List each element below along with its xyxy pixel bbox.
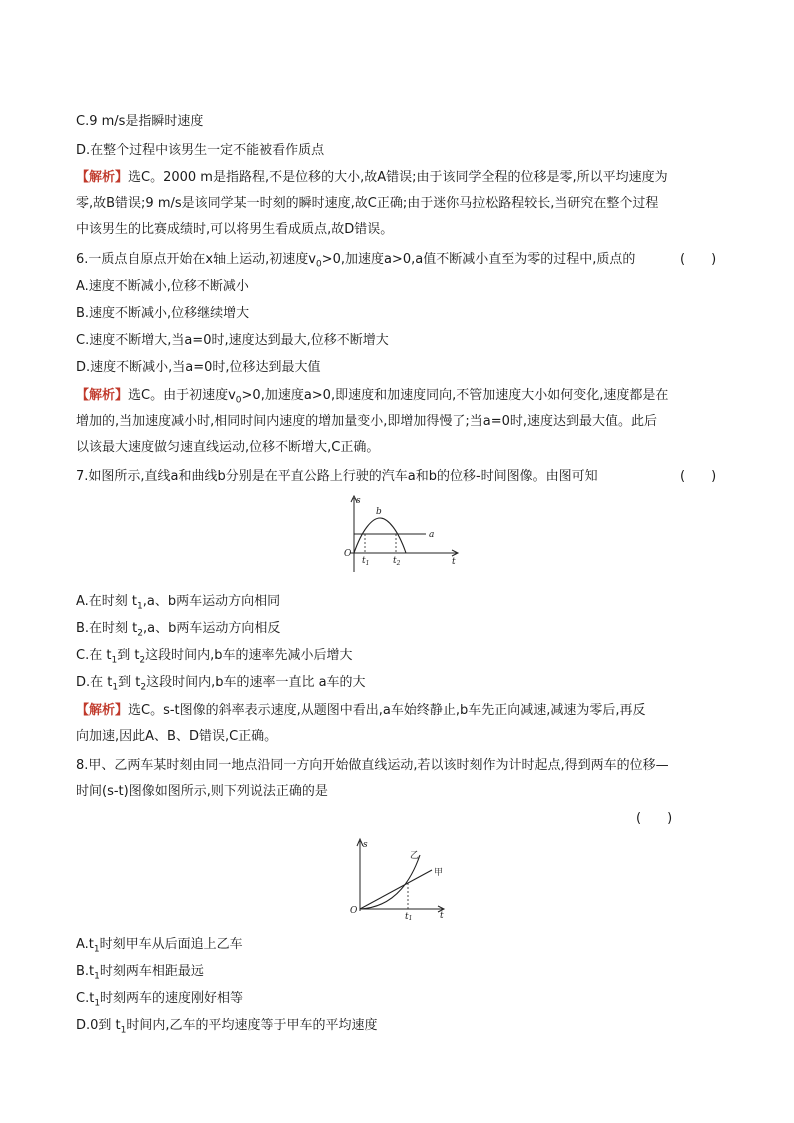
line-a-label: a	[429, 530, 435, 540]
q8-answer-paren: ( )	[636, 811, 673, 826]
q8-option-d	[76, 1016, 378, 1041]
q7-st-graph	[340, 492, 465, 577]
q5-analysis-line-3: 中该男生的比赛成绩时,可以将男生看成质点,故D错误。	[76, 222, 394, 237]
analysis-text: 选C。s-t图像的斜率表示速度,从题图中看出,a车始终静止,b车先正向减速,减速为零后,再反	[128, 703, 646, 718]
analysis-tag: 【解析】	[76, 170, 129, 185]
q6-stem-sub: 0	[315, 259, 322, 270]
q6-stem	[76, 250, 635, 275]
q6-analysis-line-2: 增加的,当加速度减小时,相同时间内速度的增加量变小,即增加得慢了;当a=0时,速度达到最大值。此后	[76, 414, 658, 429]
q7-option-d	[76, 673, 366, 698]
option-sub: 2	[140, 682, 147, 693]
option-text: 时间内,乙车的平均速度等于甲车的平均速度	[126, 1018, 378, 1033]
option-text: 到 t	[117, 648, 140, 663]
q7-answer-paren: ( )	[680, 469, 717, 484]
option-text: 时刻甲车从后面追上乙车	[99, 937, 243, 952]
option-text: A.t	[76, 937, 94, 952]
q6-option-d: D.速度不断减小,当a=0时,位移达到最大值	[76, 360, 321, 375]
origin-label: O	[344, 549, 352, 559]
option-text: 时刻两车的速度刚好相等	[100, 991, 244, 1006]
line-jia	[360, 870, 432, 909]
analysis-text: 选C。由于初速度v	[128, 388, 236, 403]
option-text: 这段时间内,b车的速率先减小后增大	[145, 648, 353, 663]
option-sub: 1	[94, 971, 100, 982]
option-text: ,a、b两车运动方向相同	[142, 594, 281, 609]
q6-answer-paren: ( )	[680, 252, 717, 267]
curve-b-label: b	[376, 507, 382, 517]
q5-option-c: C.9 m/s是指瞬时速度	[76, 114, 204, 129]
t1-label: t1	[405, 912, 413, 920]
x-axis-label: t	[440, 911, 444, 920]
q8-stem-line-2: 时间(s-t)图像如图所示,则下列说法正确的是	[76, 784, 328, 799]
analysis-text: 选C。2000 m是指路程,不是位移的大小,故A错误;由于该同学全程的位移是零,所以平均速度为	[128, 170, 668, 185]
option-text: 时刻两车相距最远	[99, 964, 204, 979]
q5-analysis-line-1	[76, 168, 668, 188]
origin-label: O	[350, 906, 358, 916]
y-axis-label: s	[363, 840, 368, 850]
q6-stem-part: >0,加速度a>0,a值不断减小直至为零的过程中,质点的	[321, 252, 636, 267]
q7-option-b	[76, 619, 280, 644]
option-sub: 1	[112, 682, 119, 693]
q7-analysis-line-2: 向加速,因此A、B、D错误,C正确。	[76, 729, 278, 744]
option-text: D.0到 t	[76, 1018, 121, 1033]
analysis-text: >0,加速度a>0,即速度和加速度同向,不管加速度大小如何变化,速度都是在	[241, 388, 669, 403]
q8-option-c	[76, 989, 243, 1014]
t1-label: $t_1$	[362, 556, 370, 567]
q8-st-graph	[340, 835, 455, 920]
q8-option-b	[76, 962, 204, 987]
q8-stem-line-1: 8.甲、乙两车某时刻由同一地点沿同一方向开始做直线运动,若以该时刻作为计时起点,得到两车的位移—	[76, 758, 669, 773]
q6-analysis-line-1	[76, 386, 668, 411]
q7-option-a	[76, 592, 280, 617]
option-text: A.在时刻 t	[76, 594, 138, 609]
option-sub: 1	[137, 601, 143, 612]
q7-stem: 7.如图所示,直线a和曲线b分别是在平直公路上行驶的汽车a和b的位移-时间图像。由图可知	[76, 469, 598, 484]
option-text: 到 t	[118, 675, 141, 690]
option-text: B.在时刻 t	[76, 621, 138, 636]
q7-analysis-line-1	[76, 701, 646, 721]
curve-b	[354, 518, 406, 553]
q8-option-a	[76, 935, 243, 960]
analysis-tag: 【解析】	[76, 388, 129, 403]
q7-option-c	[76, 646, 353, 671]
option-sub: 2	[139, 655, 146, 666]
q6-stem-part: 6.一质点自原点开始在x轴上运动,初速度v	[76, 252, 316, 267]
option-text: D.在 t	[76, 675, 113, 690]
analysis-tag: 【解析】	[76, 703, 129, 718]
option-text: B.t	[76, 964, 95, 979]
analysis-sub: 0	[235, 395, 242, 406]
q5-analysis-line-2: 零,故B错误;9 m/s是该同学某一时刻的瞬时速度,故C正确;由于迷你马拉松路程较长,当研究在整个过程	[76, 196, 659, 211]
y-axis-label: s	[356, 496, 361, 506]
q5-option-d: D.在整个过程中该男生一定不能被看作质点	[76, 143, 325, 158]
q6-option-c: C.速度不断增大,当a=0时,速度达到最大,位移不断增大	[76, 333, 389, 348]
option-text: 这段时间内,b车的速率一直比 a车的大	[146, 675, 366, 690]
option-text: ,a、b两车运动方向相反	[143, 621, 281, 636]
curve-yi-label: 乙	[410, 851, 420, 861]
option-sub: 1	[111, 655, 118, 666]
option-sub: 2	[137, 628, 144, 639]
option-text: C.在 t	[76, 648, 112, 663]
q6-option-b: B.速度不断减小,位移继续增大	[76, 306, 250, 321]
option-sub: 1	[120, 1025, 127, 1036]
option-text: C.t	[76, 991, 95, 1006]
option-sub: 1	[94, 998, 101, 1009]
option-sub: 1	[93, 944, 100, 955]
x-axis-label: t	[452, 557, 456, 567]
line-jia-label: 甲	[434, 868, 444, 878]
q6-option-a: A.速度不断减小,位移不断减小	[76, 279, 249, 294]
t2-label: $t_2$	[393, 556, 401, 567]
q6-analysis-line-3: 以该最大速度做匀速直线运动,位移不断增大,C正确。	[76, 440, 380, 455]
